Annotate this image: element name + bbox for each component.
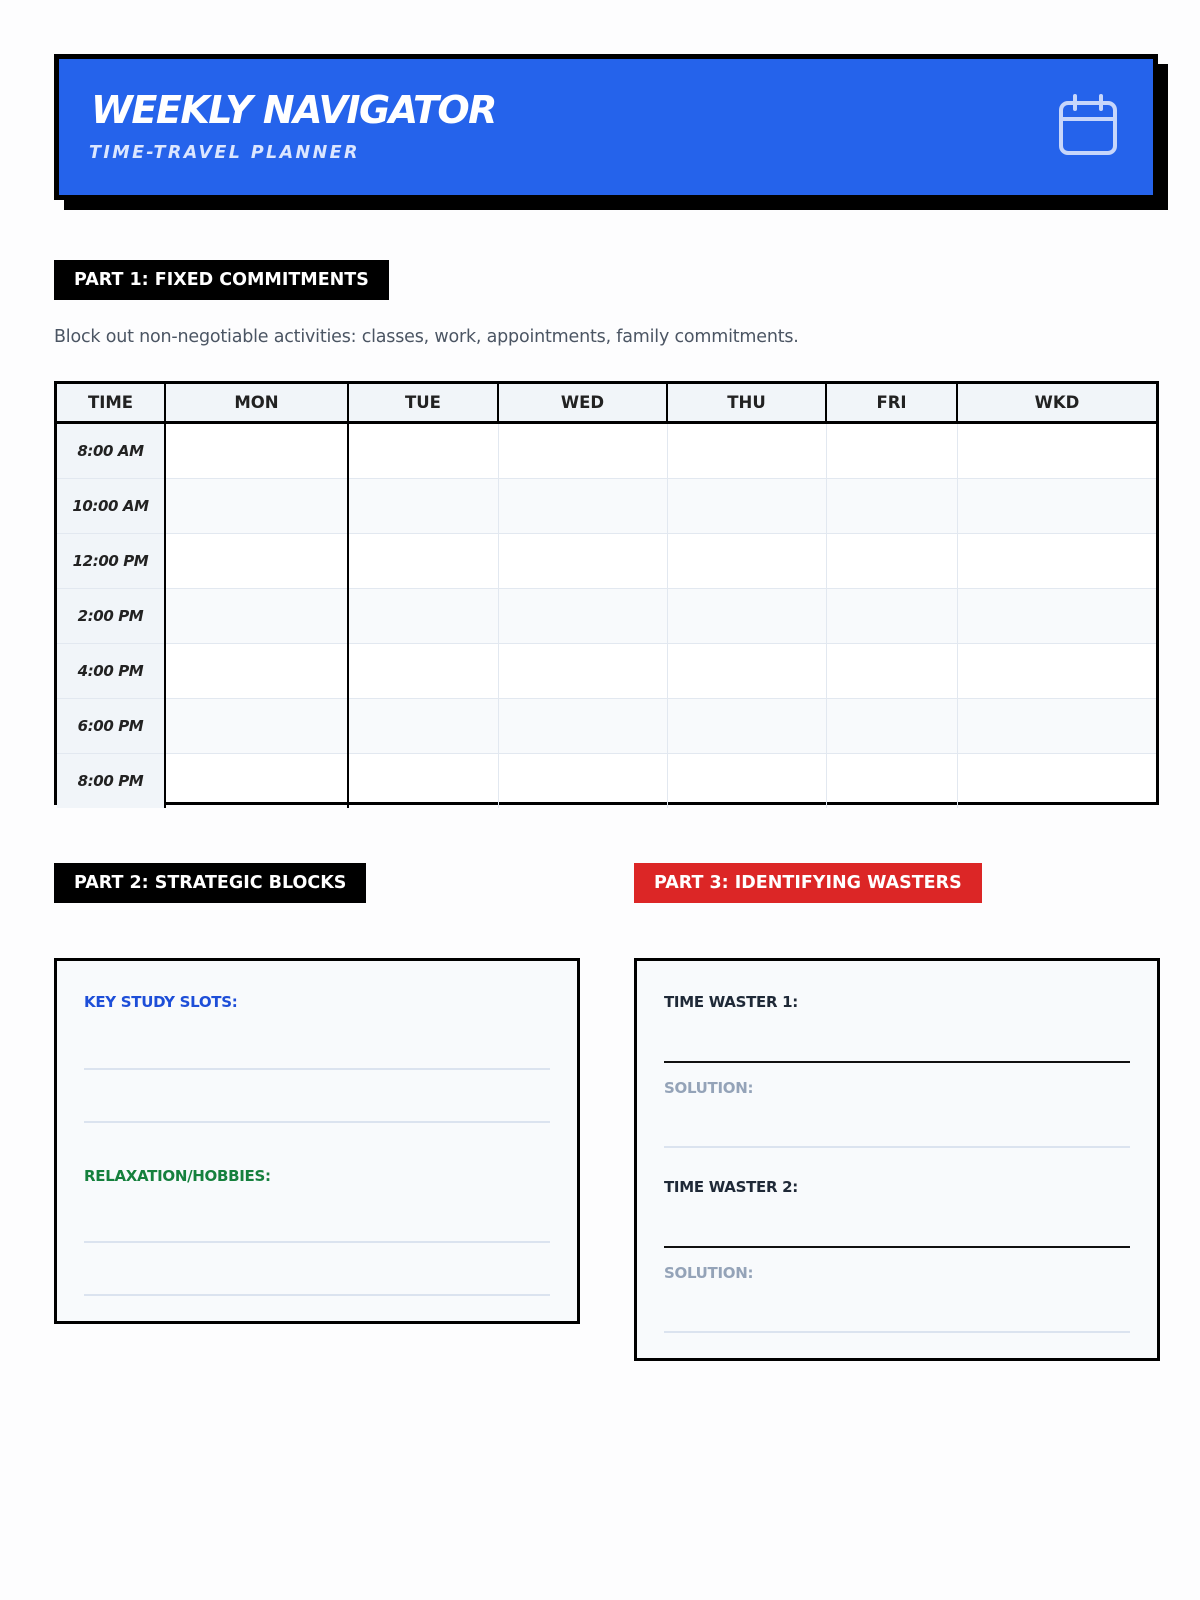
column-header-wed: WED [498,384,667,422]
time-label: 8:00 PM [57,753,165,808]
page-subtitle: TIME-TRAVEL PLANNER [89,143,360,163]
schedule-cell[interactable] [498,753,667,808]
key-study-line-1[interactable] [84,1068,550,1070]
section-label-part1: PART 1: FIXED COMMITMENTS [54,260,389,300]
schedule-row [57,698,1156,753]
time-label: 6:00 PM [57,698,165,753]
schedule-cell[interactable] [826,588,957,643]
schedule-cell[interactable] [348,533,498,588]
schedule-cell[interactable] [826,478,957,533]
time-label: 2:00 PM [57,588,165,643]
schedule-row [57,588,1156,643]
column-header-fri: FRI [826,384,957,422]
column-header-thu: THU [667,384,826,422]
schedule-cell[interactable] [498,698,667,753]
page-title: WEEKLY NAVIGATOR [91,88,496,132]
schedule-cell[interactable] [957,698,1156,753]
schedule-cell[interactable] [348,422,498,478]
schedule-cell[interactable] [348,643,498,698]
schedule-cell[interactable] [826,422,957,478]
schedule-row [57,478,1156,533]
column-header-wkd: WKD [957,384,1156,422]
solution-1-line[interactable] [664,1146,1130,1148]
schedule-cell[interactable] [826,753,957,808]
schedule-cell[interactable] [498,478,667,533]
solution-2-label: SOLUTION: [664,1264,754,1282]
schedule-cell[interactable] [165,533,348,588]
relaxation-hobbies-label: RELAXATION/HOBBIES: [84,1167,271,1185]
time-label: 12:00 PM [57,533,165,588]
key-study-line-2[interactable] [84,1121,550,1123]
schedule-cell[interactable] [348,478,498,533]
schedule-cell[interactable] [165,478,348,533]
schedule-cell[interactable] [667,588,826,643]
column-header-tue: TUE [348,384,498,422]
schedule-cell[interactable] [957,533,1156,588]
schedule-cell[interactable] [826,698,957,753]
schedule-cell[interactable] [957,478,1156,533]
schedule-cell[interactable] [957,422,1156,478]
schedule-cell[interactable] [667,753,826,808]
schedule-cell[interactable] [826,643,957,698]
time-waster-2-label: TIME WASTER 2: [664,1178,798,1196]
part1-instruction: Block out non-negotiable activities: classes, work, appointments, family commitments. [54,327,799,347]
schedule-cell[interactable] [348,588,498,643]
solution-1-label: SOLUTION: [664,1079,754,1097]
schedule-cell[interactable] [957,753,1156,808]
time-label: 10:00 AM [57,478,165,533]
schedule-cell[interactable] [667,533,826,588]
schedule-row [57,753,1156,808]
schedule-row [57,422,1156,478]
identifying-wasters-box [634,958,1160,1361]
schedule-row [57,643,1156,698]
calendar-icon [1057,93,1119,157]
schedule-row [57,533,1156,588]
section-label-part2: PART 2: STRATEGIC BLOCKS [54,863,366,903]
schedule-cell[interactable] [498,533,667,588]
strategic-blocks-box [54,958,580,1324]
schedule-cell[interactable] [348,753,498,808]
schedule-grid [54,381,1159,805]
schedule-cell[interactable] [165,753,348,808]
schedule-cell[interactable] [826,533,957,588]
schedule-cell[interactable] [498,422,667,478]
schedule-cell[interactable] [498,643,667,698]
header-banner [54,54,1158,200]
schedule-cell[interactable] [667,698,826,753]
schedule-cell[interactable] [165,698,348,753]
column-header-mon: MON [165,384,348,422]
schedule-cell[interactable] [165,643,348,698]
schedule-cell[interactable] [348,698,498,753]
solution-2-line[interactable] [664,1331,1130,1333]
time-waster-1-line[interactable] [664,1061,1130,1063]
key-study-slots-label: KEY STUDY SLOTS: [84,993,238,1011]
relaxation-line-1[interactable] [84,1241,550,1243]
schedule-cell[interactable] [667,643,826,698]
schedule-cell[interactable] [957,643,1156,698]
time-waster-2-line[interactable] [664,1246,1130,1248]
schedule-cell[interactable] [498,588,667,643]
schedule-cell[interactable] [165,422,348,478]
time-label: 8:00 AM [57,422,165,478]
schedule-cell[interactable] [165,588,348,643]
relaxation-line-2[interactable] [84,1294,550,1296]
time-waster-1-label: TIME WASTER 1: [664,993,798,1011]
time-label: 4:00 PM [57,643,165,698]
schedule-cell[interactable] [667,422,826,478]
section-label-part3: PART 3: IDENTIFYING WASTERS [634,863,982,903]
schedule-cell[interactable] [667,478,826,533]
schedule-header-row [57,384,1156,422]
column-header-time: TIME [57,384,165,422]
schedule-cell[interactable] [957,588,1156,643]
